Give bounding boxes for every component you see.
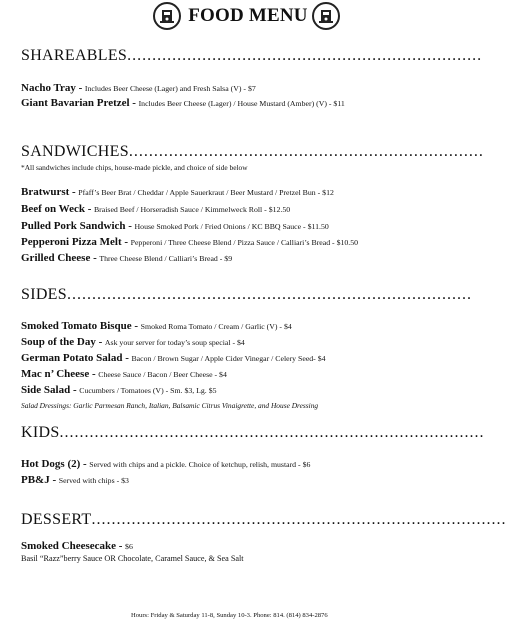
item-name: Nacho Tray -	[21, 82, 83, 94]
item-description: Served with chips - $3	[58, 476, 129, 485]
menu-item	[21, 385, 443, 396]
section-note: Salad Dressings: Garlic Parmesan Ranch, Italian, Balsamic Citrus Vinaigrette, and House Dressing	[21, 401, 319, 410]
section-note: Basil “Razz”berry Sauce OR Chocolate, Caramel Sauce, & Sea Salt	[21, 554, 244, 563]
item-description: Three Cheese Blend / Calliari’s Bread - $9	[99, 254, 233, 263]
item-name: Smoked Cheesecake -	[21, 540, 123, 552]
section-shareables	[21, 47, 483, 65]
section-title: SIDES.................................................................................	[21, 286, 472, 303]
menu-item	[21, 83, 443, 94]
menu-header	[0, 0, 474, 34]
menu-item	[21, 187, 443, 198]
item-description: Smoked Roma Tomato / Cream / Garlic (V) - $4	[140, 322, 292, 331]
footer-hours: Hours: Friday & Saturday 11-8, Sunday 10-3. Phone: 814. (814) 834-2876	[131, 612, 328, 619]
section-dessert	[21, 511, 506, 529]
item-name: Pulled Pork Sandwich -	[21, 220, 132, 232]
menu-item	[21, 541, 443, 552]
item-description: Bacon / Brown Sugar / Apple Cider Vinegar / Celery Seed- $4	[131, 354, 326, 363]
section-title: KIDS.....................................................................................	[21, 424, 485, 441]
item-name: Smoked Tomato Bisque -	[21, 320, 139, 332]
menu-item	[21, 253, 443, 264]
item-description: Cheese Sauce / Bacon / Beer Cheese - $4	[98, 370, 227, 379]
item-description: Includes Beer Cheese (Lager) / House Mustard (Amber) (V) - $11	[138, 99, 345, 108]
item-name: Bratwurst -	[21, 186, 76, 198]
item-name: Mac n’ Cheese -	[21, 368, 96, 380]
item-description: Served with chips and a pickle. Choice of ketchup, relish, mustard - $6	[89, 460, 311, 469]
menu-item	[21, 321, 443, 332]
brewery-logo-icon	[312, 2, 340, 30]
menu-item	[21, 475, 443, 486]
item-description: Braised Beef / Horseradish Sauce / Kimmelweck Roll - $12.50	[93, 205, 291, 214]
item-description: Cucumbers / Tomatoes (V) - Sm. $3, Lg. $5	[79, 386, 217, 395]
menu-item	[21, 459, 443, 470]
menu-item	[21, 369, 443, 380]
item-description: Pepperoni / Three Cheese Blend / Pizza Sauce / Calliari’s Bread - $10.50	[130, 238, 359, 247]
item-name: PB&J -	[21, 474, 57, 486]
menu-item	[21, 353, 443, 364]
item-name: Hot Dogs (2) -	[21, 458, 87, 470]
item-name: Side Salad -	[21, 384, 77, 396]
brewery-logo-icon	[153, 2, 181, 30]
section-title: SHAREABLES.......................................................................	[21, 47, 483, 64]
section-sandwiches	[21, 143, 484, 161]
menu-item	[21, 237, 443, 248]
section-sides	[21, 286, 472, 304]
item-name: German Potato Salad -	[21, 352, 129, 364]
menu-item	[21, 337, 443, 348]
item-name: Pepperoni Pizza Melt -	[21, 236, 129, 248]
section-kids	[21, 424, 485, 442]
item-description: Ask your server for today’s soup special - $4	[104, 338, 245, 347]
item-name: Giant Bavarian Pretzel -	[21, 97, 136, 109]
item-description: $6	[125, 542, 133, 551]
page-title: FOOD MENU	[188, 5, 308, 26]
item-name: Grilled Cheese -	[21, 252, 97, 264]
item-name: Beef on Weck -	[21, 203, 92, 215]
menu-item	[21, 221, 443, 232]
section-title: SANDWICHES.......................................................................	[21, 143, 484, 160]
section-note: *All sandwiches include chips, house-made pickle, and choice of side below	[21, 163, 248, 172]
item-description: Includes Beer Cheese (Lager) and Fresh Salsa (V) - $7	[84, 84, 256, 93]
section-title: DESSERT...................................................................................	[21, 511, 506, 528]
item-name: Soup of the Day -	[21, 336, 103, 348]
menu-item	[21, 98, 443, 109]
menu-item	[21, 204, 443, 215]
item-description: Pfaff’s Beer Brat / Cheddar / Apple Sauerkraut / Beer Mustard / Pretzel Bun - $12	[78, 188, 334, 197]
item-description: House Smoked Pork / Fried Onions / KC BBQ Sauce - $11.50	[134, 222, 329, 231]
